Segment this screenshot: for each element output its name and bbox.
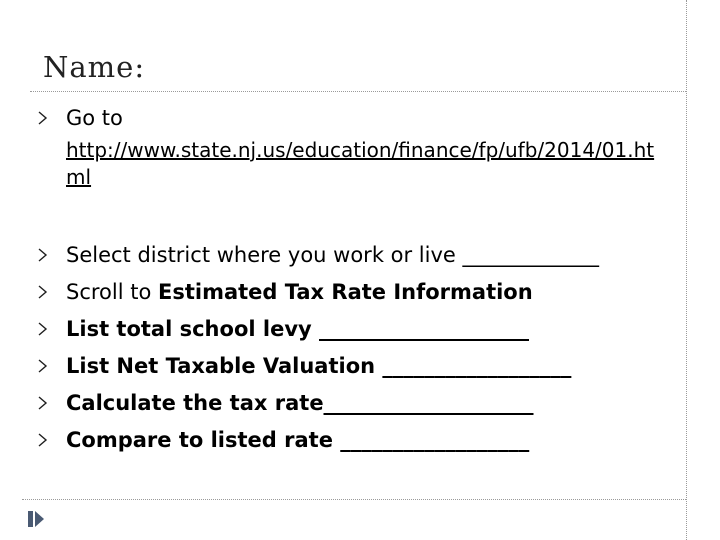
bullet-scroll-target: Estimated Tax Rate Information [158,280,533,304]
triangle-right-icon [38,359,48,373]
triangle-right-icon [38,396,48,410]
bullet-text-go-to: Go to [66,106,123,130]
ufb-link-line-1[interactable]: http://www.state.nj.us/education/finance/fp/ufb/2014/01.ht [66,138,655,162]
bottom-margin-rule [22,499,686,500]
triangle-right-icon [38,285,48,299]
bullet-net-taxable [66,350,571,382]
bullet-scroll-to [66,276,533,308]
nav-triangle-icon[interactable] [26,509,46,529]
ufb-link-line-2[interactable]: ml [66,165,92,189]
triangle-right-icon [38,111,48,125]
bullet-compare-rate [66,424,529,456]
title-divider [30,91,686,92]
slide-title: Name: [43,50,146,84]
triangle-right-icon [38,433,48,447]
triangle-right-icon [38,248,48,262]
right-margin-rule [686,0,687,540]
bullet-school-levy-text: List total school levy ____________________ [66,317,530,341]
bullet-school-levy [66,313,529,345]
triangle-right-icon [38,322,48,336]
bullet-calculate-rate [66,387,534,419]
bullet-select-district: Select district where you work or live _____________ [66,243,599,267]
bullet-scroll-prefix: Scroll to [66,280,158,304]
bullet-calculate-rate-text: Calculate the tax rate____________________ [66,391,534,415]
bullet-compare-rate-text: Compare to listed rate __________________ [66,428,530,452]
bullet-net-taxable-text: List Net Taxable Valuation __________________ [66,354,572,378]
